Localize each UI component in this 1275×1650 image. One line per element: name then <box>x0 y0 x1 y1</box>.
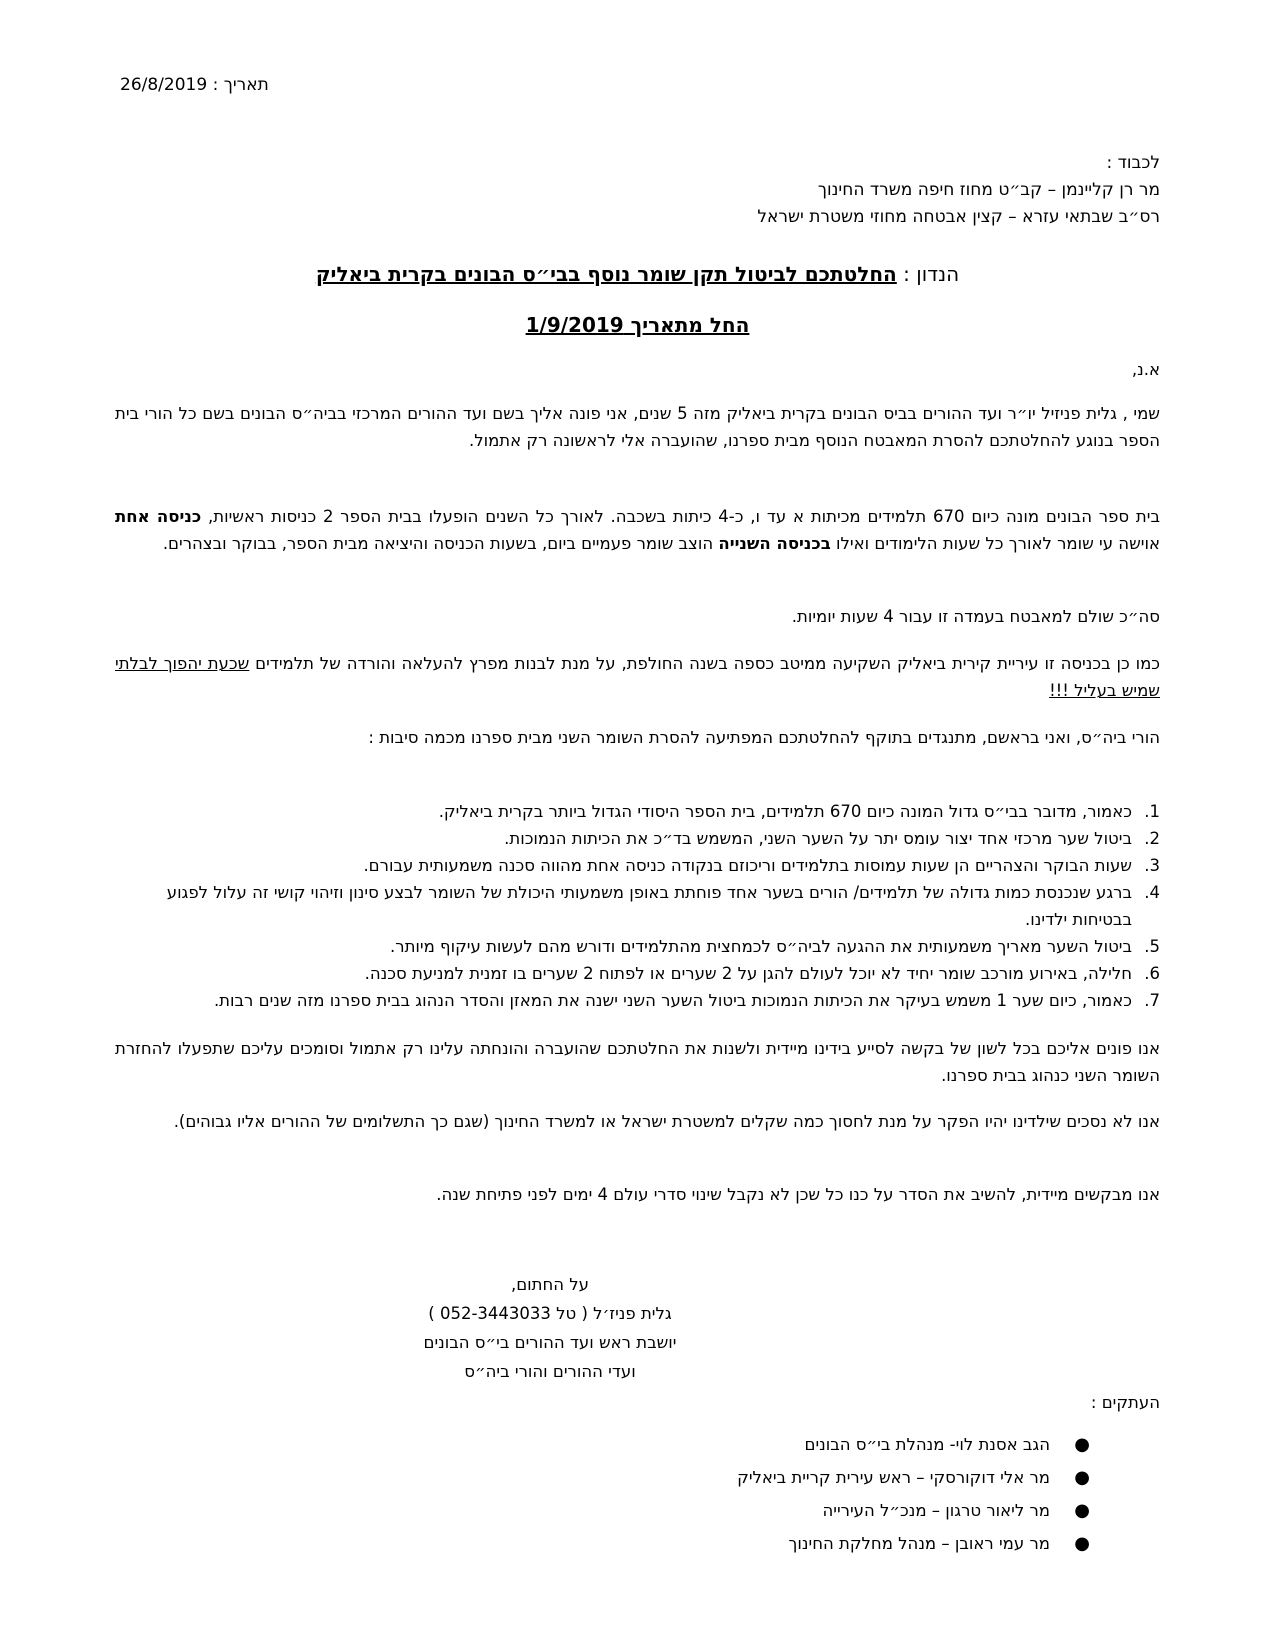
bullet-icon: ● <box>1074 1533 1090 1554</box>
list-item: ● מר אלי דוקורסקי – ראש עירית קריית ביאליק <box>737 1461 1090 1494</box>
salutation: לכבוד : <box>1106 153 1160 173</box>
emphasis-second-entrance: בכניסה השנייה <box>718 534 831 553</box>
paragraph-municipality <box>115 650 1160 704</box>
bullet-icon: ● <box>1074 1467 1090 1488</box>
list-item: 5. ביטול השער מאריך משמעותית את ההגעה לביה״ס לכמחצית מהתלמידים ודורש מהם לעשות עיקוף מיותר. <box>390 937 1160 956</box>
list-item: ● מר עמי ראובן – מנהל מחלקת החינוך <box>737 1527 1090 1560</box>
subject-line <box>100 262 1175 286</box>
paragraph-payment: סה״כ שולם למאבטח בעמדה זו עבור 4 שעות יומיות. <box>791 607 1160 626</box>
paragraph-demand: אנו מבקשים מיידית, להשיב את הסדר על כנו כל שכן לא נקבל שינוי סדרי עולם 4 ימים לפני פתיחת שנה. <box>436 1185 1160 1204</box>
paragraph-objection: הורי ביה״ס, ואני בראשם, מתנגדים בתוקף להחלטתכם המפתיעה להסרת השומר השני מבית ספרנו מכמה סיבות : <box>368 728 1160 747</box>
paragraph-text: אוישה עי שומר לאורך כל שעות הלימודים ואילו <box>836 534 1160 553</box>
list-item: 7. כאמור, כיום שער 1 משמש בעיקר את הכיתות הנמוכות ביטול השער השני ישנה את המאזן והסדר הנהוג בבית ספרנו מזה שנים רבות. <box>213 991 1160 1010</box>
recipient-line: מר רן קליינמן – קב״ט מחוז חיפה משרד החינוך <box>817 180 1160 200</box>
signature-line: על החתום, <box>510 1275 590 1294</box>
reasons-list <box>115 798 1160 1014</box>
paragraph-school <box>115 503 1160 557</box>
paragraph-text: כמו כן בכניסה זו עיריית קירית ביאליק השקיעה ממיטב כספה בשנה החולפת, על מנת לבנות מפרץ להעלאה והורדה של תלמידים <box>255 654 1161 673</box>
list-item: 4. ברגע שנכנסת כמות גדולה של תלמידים/ הורים בשער אחד פוחתת באופן משמעותי היכולת של השומר לבצע סינון וזיהוי קושי זה עלול לפגוע בבטיחות ילדינו. <box>166 883 1160 929</box>
signature-title: יושבת ראש ועד ההורים בי״ס הבונים <box>423 1333 677 1352</box>
subject-title: החלטתכם לביטול תקן שומר נוסף בבי״ס הבונים בקרית ביאליק <box>315 262 897 286</box>
bullet-icon: ● <box>1074 1434 1090 1455</box>
list-item: ● הגב אסנת לוי- מנהלת בי״ס הבונים <box>737 1428 1090 1461</box>
recipient-line: רס״ב שבתאי עזרא – קצין אבטחה מחוזי משטרת ישראל <box>757 207 1160 227</box>
list-item: 3. שעות הבוקר והצהריים הן שעות עמוסות בתלמידים וריכוזם בנקודה כניסה אחת מהווה סכנה משמעותית עבורם. <box>363 856 1160 875</box>
signature-org: ועדי ההורים והורי ביה״ס <box>464 1362 636 1381</box>
list-item: ● מר ליאור טרגון – מנכ״ל העירייה <box>737 1494 1090 1527</box>
copies-list <box>737 1428 1090 1560</box>
signature-name: גלית פניז׳ל ( טל 052-3443033 ) <box>428 1304 672 1323</box>
underlined-text: שכעת יהפוך לבלתי שמיש בעליל !!! <box>115 654 1160 700</box>
emphasis-first-entrance: כניסה אחת <box>115 507 202 526</box>
recipient-block <box>460 150 1160 231</box>
paragraph-intro: שמי , גלית פניזיל יו״ר ועד ההורים בביס הבונים בקרית ביאליק מזה 5 שנים, אני פונה אליך בשם ועד ההורים המרכזי בביה״ס הבונים בשם כל הורי בית הספר בנוגע להחלטתכם להסרת המאבטח הנוסף מבית ספרנו, שהועברה אלי לראשונה רק אתמול. <box>115 404 1160 450</box>
signature-block <box>300 1270 800 1386</box>
letter-date: תאריך : 26/8/2019 <box>120 75 269 95</box>
list-item: 1. כאמור, מדובר בבי״ס גדול המונה כיום 670 תלמידים, בית הספר היסודי הגדול ביותר בקרית ביאליק. <box>438 802 1160 821</box>
greeting: א.נ, <box>1131 360 1160 379</box>
paragraph-request: אנו פונים אליכם בכל לשון של בקשה לסייע בידינו מיידית ולשנות את החלטתכם שהועברה והונחתה עלינו רק אתמול וסומכים עליכם שתפעלו להחזרת השומר השני כנהוג בבית ספרנו. <box>115 1039 1160 1085</box>
bullet-icon: ● <box>1074 1500 1090 1521</box>
paragraph-refusal: אנו לא נסכים שילדינו יהיו הפקר על מנת לחסוך כמה שקלים למשטרת ישראל או למשרד החינוך (שגם כך התשלומים של ההורים אליו גבוהים). <box>173 1112 1160 1131</box>
subject-date-line: החל מתאריך 1/9/2019 <box>525 313 750 337</box>
copies-title: העתקים : <box>1090 1393 1160 1412</box>
list-item: 6. חלילה, באירוע מורכב שומר יחיד לא יוכל לעולם להגן על 2 שערים או לפתוח 2 שערים בו זמנית למניעת סכנה. <box>364 964 1160 983</box>
paragraph-text: בית ספר הבונים מונה כיום 670 תלמידים מכיתות א עד ו, כ-4 כיתות בשכבה. לאורך כל השנים הופעלו בבית הספר 2 כניסות ראשיות, <box>207 507 1160 526</box>
list-item: 2. ביטול שער מרכזי אחד יצור עומס יתר על השער השני, המשמש בד״כ את הכיתות הנמוכות. <box>504 829 1160 848</box>
subject-prefix: הנדון : <box>903 262 960 286</box>
paragraph-text: הוצב שומר פעמיים ביום, בשעות הכניסה והיציאה מבית הספר, בבוקר ובצהרים. <box>162 534 714 553</box>
